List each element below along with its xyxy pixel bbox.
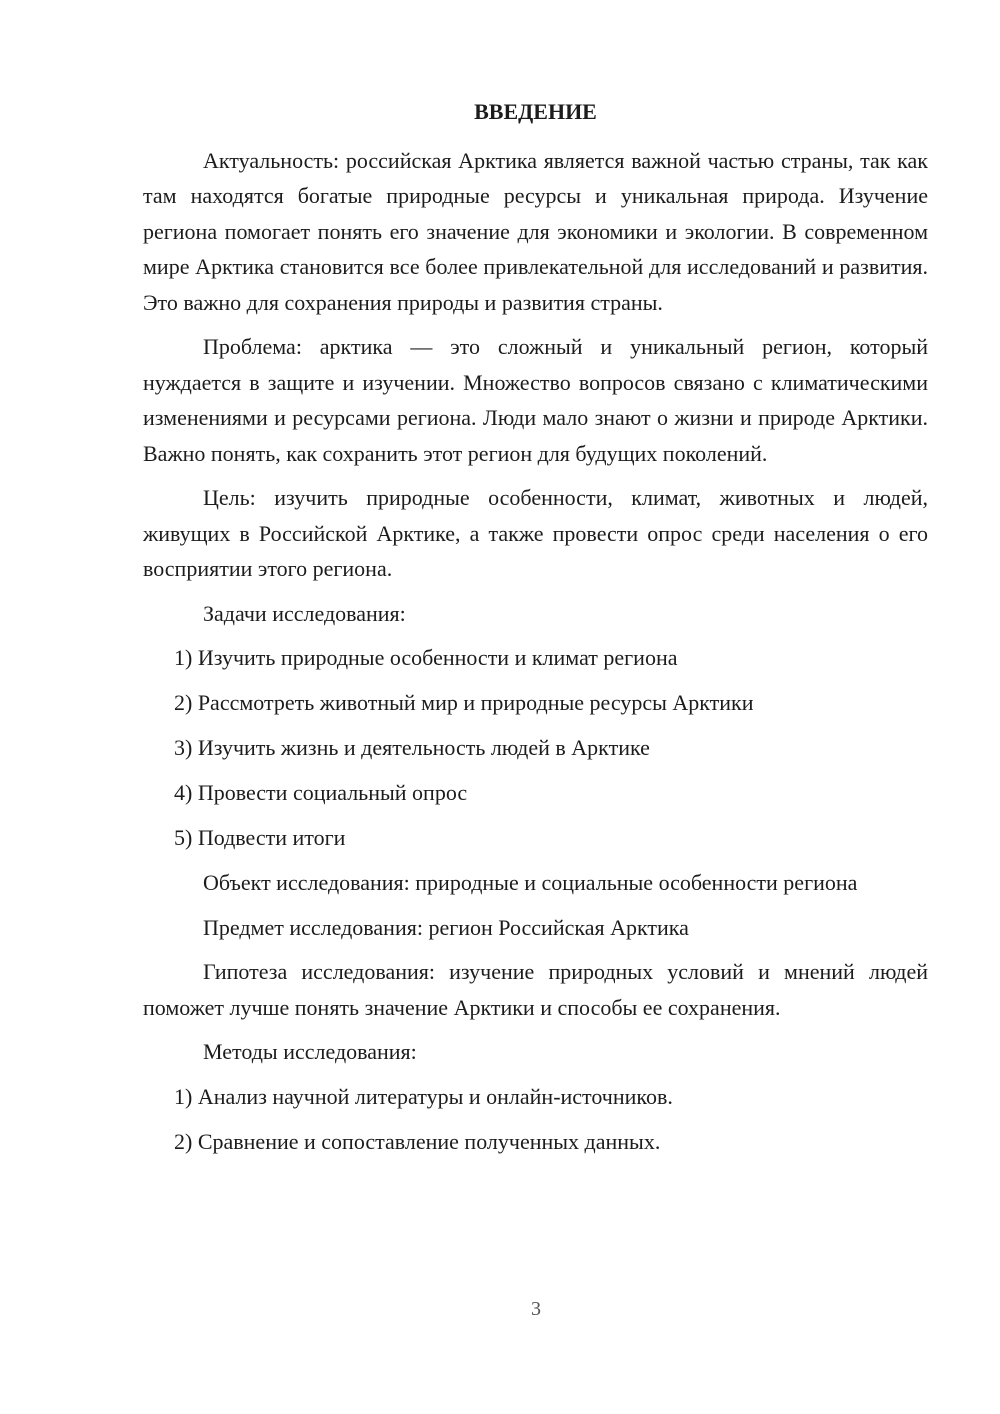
page-number: 3 [531,1298,541,1320]
list-item: 4) Провести социальный опрос [174,780,468,805]
tasks-heading: Задачи исследования: [203,600,406,626]
list-item: 5) Подвести итоги [174,825,346,850]
methods-heading: Методы исследования: [203,1039,417,1064]
document-page [143,94,928,1169]
section-title: ВВЕДЕНИЕ [474,99,597,124]
subject-paragraph: Предмет исследования: регион Российская Арктика [203,914,689,940]
list-item: 1) Анализ научной литературы и онлайн-источников. [174,1083,673,1109]
object-paragraph: Объект исследования: природные и социальные особенности региона [203,870,858,895]
goal-paragraph: Цель: изучить природные особенности, климат, животных и людей, живущих в Российской Арктике, а также провести опрос среди населения о его восприятии этого региона. [143,485,928,581]
tasks-list [143,640,928,856]
hypothesis-paragraph: Гипотеза исследования: изучение природных условий и мнений людей поможет лучше понять значение Арктики и способы ее сохранения. [143,959,928,1020]
list-item: 1) Изучить природные особенности и климат региона [174,645,678,670]
methods-list [143,1079,928,1160]
list-item: 3) Изучить жизнь и деятельность людей в Арктике [174,735,650,760]
problem-paragraph: Проблема: арктика — это сложный и уникальный регион, который нуждается в защите и изучении. Множество вопросов связано с климатическими изменениями и ресурсами региона. Люди мало знают о жизни и природе Арктики. Важно понять, как сохранить этот регион для будущих поколений. [143,334,928,466]
list-item: 2) Рассмотреть животный мир и природные ресурсы Арктики [174,690,754,715]
relevance-paragraph: Актуальность: российская Арктика является важной частью страны, так как там находятся богатые природные ресурсы и уникальная природа. Изучение региона помогает понять его значение для экономики и экологии. В современном мире Арктика становится все более привлекательной для исследований и развития. Это важно для сохранения природы и развития страны. [143,147,928,315]
list-item: 2) Сравнение и сопоставление полученных данных. [174,1128,661,1154]
